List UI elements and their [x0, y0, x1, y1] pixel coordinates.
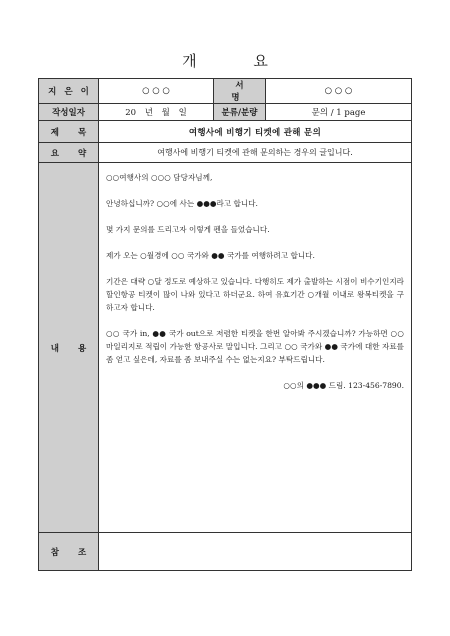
content-greeting: ○○여행사의 ○○○ 담당자님께, [106, 173, 213, 182]
reference-row [39, 533, 412, 571]
summary-value: 여행사에 비행기 티켓에 관해 문의하는 경우의 글입니다. [99, 143, 412, 163]
content-purpose: 몇 가지 문의를 드리고자 이렇게 펜을 들었습니다. [106, 225, 270, 234]
date-row [39, 104, 412, 121]
content-signature: ○○의 ●●● 드림. 123-456-7890. [283, 381, 404, 390]
document-title: 개 요 [182, 52, 294, 70]
author-label: 지은이 [39, 79, 99, 104]
subject-value: 여행사에 비행기 티켓에 관해 문의 [99, 121, 412, 143]
sign-label: 서 명 [214, 79, 266, 104]
author-row [39, 79, 412, 104]
content-row [39, 163, 412, 533]
date-value: 20 년 월 일 [99, 104, 214, 121]
author-value: ○ ○ ○ [99, 79, 214, 104]
category-value: 문의 / 1 page [266, 104, 412, 121]
category-label: 분류/분량 [214, 104, 266, 121]
sign-value: ○ ○ ○ [266, 79, 412, 104]
content-travel-plan: 제가 오는 ○월경에 ○○ 국가와 ●● 국가를 여행하려고 합니다. [106, 251, 315, 260]
subject-label: 제 목 [39, 121, 99, 143]
content-request-paragraph: ○○ 국가 in, ●● 국가 out으로 저렴한 티켓을 한번 알아봐 주시겠습니까? 가능하면 ○○마일리지로 적립이 가능한 항공사로 말입니다. 그리고 ○○ 국가와 ●● 국가에 대한 자료를 좀 얻고 싶은데, 자료를 좀 보내주실 수는 없는지요? 부탁드립니다. [106, 329, 404, 364]
subject-row [39, 121, 412, 143]
reference-value [99, 533, 412, 571]
reference-label: 참 조 [39, 533, 99, 571]
summary-label: 요 약 [39, 143, 99, 163]
date-label: 작성일자 [39, 104, 99, 121]
content-label: 내 용 [39, 163, 99, 533]
content-body [99, 163, 412, 533]
content-period-paragraph: 기간은 대략 ○달 정도로 예상하고 있습니다. 다행히도 제가 출발하는 시점이 비수기인지라 할인항공 티켓이 많이 나와 있다고 하더군요. 하여 유효기간 ○개월 이내로 왕복티켓을 구하고자 합니다. [106, 277, 404, 312]
summary-row [39, 143, 412, 163]
summary-form-table [38, 78, 412, 571]
content-intro: 안녕하십니까? ○○에 사는 ●●●라고 합니다. [106, 199, 258, 208]
